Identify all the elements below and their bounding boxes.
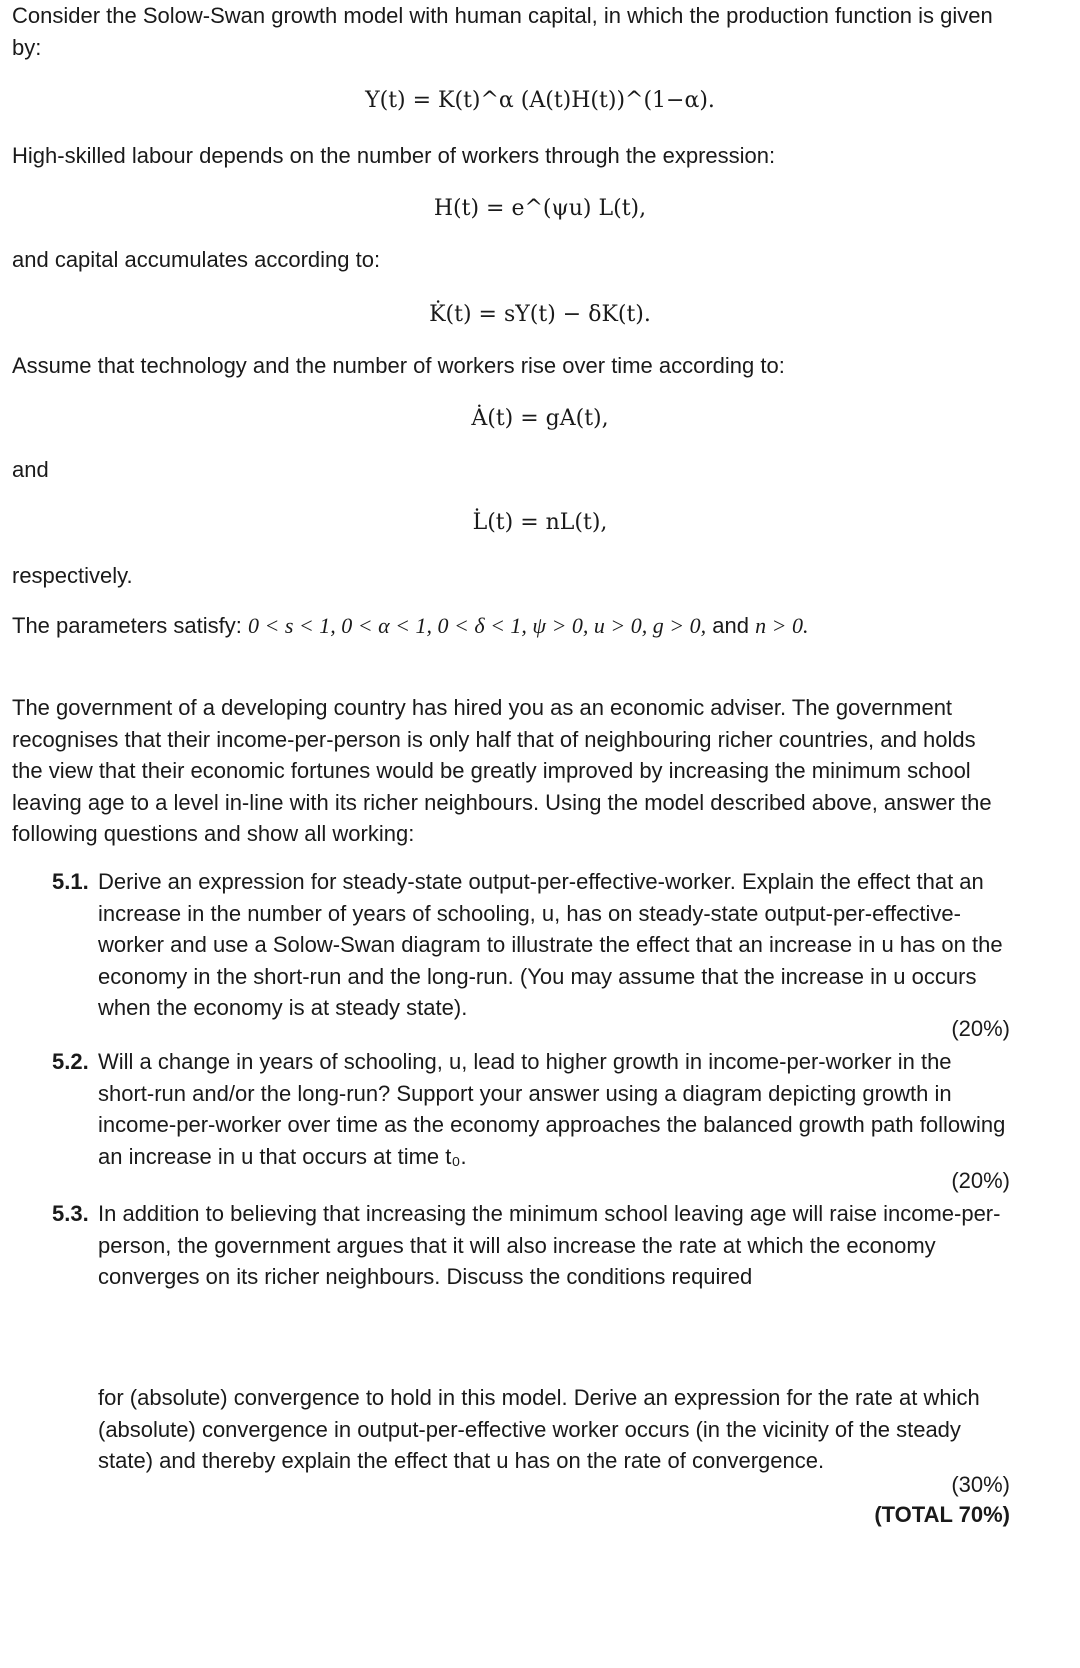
production-function-equation: Y(t) = K(t)^α (A(t)H(t))^(1−α). [365,88,715,113]
intro-paragraph: Consider the Solow-Swan growth model with human capital, in which the production function is given by: [12,3,993,60]
capital-accumulation-text: and capital accumulates according to: [12,247,381,272]
question-number: 5.3. [52,1201,89,1226]
technology-equation: Ȧ(t) = gA(t), [471,406,609,431]
question-5-3 [52,1198,1012,1293]
capital-accumulation-equation: K̇(t) = sY(t) − δK(t). [429,302,651,327]
question-5-2 [52,1046,1012,1172]
question-text: Will a change in years of schooling, u, lead to higher growth in income-per-worker in the short-run and/or the long-run? Support your answer using a diagram depicting growth in income-per-worker over time as the economy approaches the balanced growth path following an increase in u that occurs at time t₀. [98,1049,1006,1169]
question-number: 5.2. [52,1049,89,1074]
and-text: and [12,457,49,482]
technology-text: Assume that technology and the number of workers rise over time according to: [12,353,785,378]
question-text-part2: for (absolute) convergence to hold in this model. Derive an expression for the rate at which (absolute) convergence in output-per-effective worker occurs (in the vicinity of the steady state) and thereby explain the effect that u has on the rate of convergence. [98,1385,980,1473]
parameters-tail: n > 0. [755,613,809,638]
human-capital-equation: H(t) = e^(ψu) L(t), [433,196,647,221]
question-text-part1: In addition to believing that increasing the minimum school leaving age will raise income-per-person, the government argues that it will also increase the rate at which the economy converges on its richer neighbours. Discuss the conditions required [98,1201,1001,1289]
total-marks: (TOTAL 70%) [874,1502,1010,1527]
context-paragraph: The government of a developing country has hired you as an economic adviser. The government recognises that their income-per-person is only half that of neighbouring richer countries, and holds the view that their economic fortunes would be greatly improved by increasing the minimum school leaving age to a level in-line with its richer neighbours. Using the model described above, answer the following questions and show all working: [12,695,992,846]
question-5-3-weight: (30%) [951,1472,1010,1497]
labour-equation: L̇(t) = nL(t), [472,510,608,535]
parameters-paragraph [12,610,1012,642]
question-5-2-weight: (20%) [951,1168,1010,1193]
skilled-labour-text: High-skilled labour depends on the number of workers through the expression: [12,143,776,168]
question-5-3-continued [52,1382,1012,1477]
question-5-1-weight: (20%) [951,1016,1010,1041]
parameters-math: 0 < s < 1, 0 < α < 1, 0 < δ < 1, ψ > 0, u > 0, g > 0, [248,613,707,638]
parameters-prefix: The parameters satisfy: [12,613,242,638]
question-5-1 [52,866,1012,1024]
question-text: Derive an expression for steady-state output-per-effective-worker. Explain the effect that an increase in the number of years of schooling, u, has on steady-state output-per-effective-worker and use a Solow-Swan diagram to illustrate the effect that an increase in u has on the economy in the short-run and the long-run. (You may assume that the increase in u occurs when the economy is at steady state). [98,869,1003,1020]
question-number: 5.1. [52,869,89,894]
respectively-text: respectively. [12,563,133,588]
parameters-and: and [712,613,749,638]
